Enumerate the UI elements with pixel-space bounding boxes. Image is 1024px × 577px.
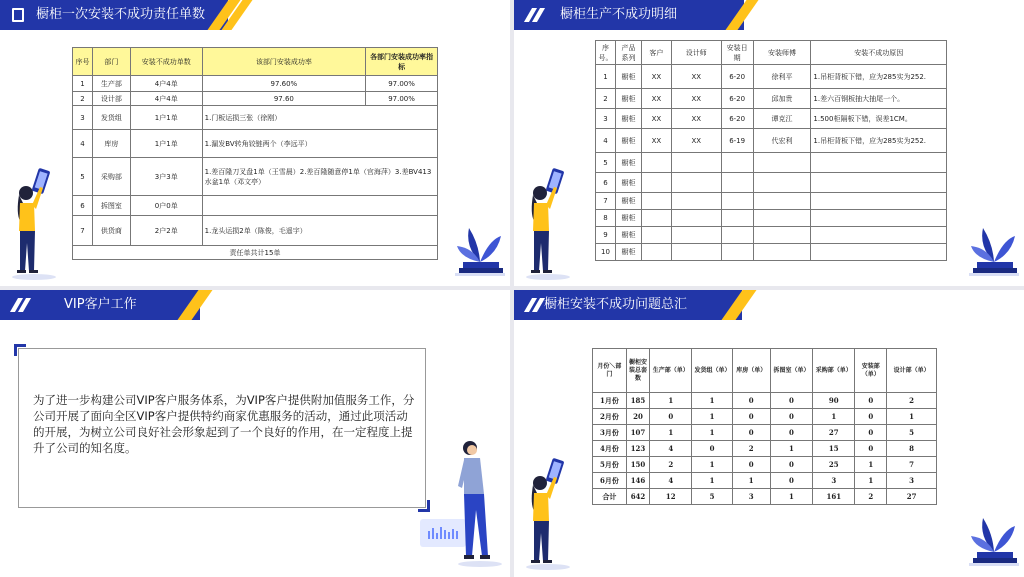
cell: 供货商 — [92, 216, 130, 246]
cell: 1.龙头运损2单（陈俊，毛遥宇） — [202, 216, 437, 246]
cell: 642 — [626, 489, 649, 505]
cell — [753, 227, 811, 244]
cell: 1 — [650, 393, 692, 409]
cell: 1月份 — [593, 393, 627, 409]
col-header: 拆图室（单） — [770, 349, 812, 393]
cell: 0户0单 — [130, 196, 202, 216]
cell: 3 — [596, 109, 616, 129]
slide-3[interactable] — [0, 290, 510, 577]
cell: 橱柜 — [615, 109, 641, 129]
cell: 15 — [813, 441, 855, 457]
col-header: 安装不成功原因 — [811, 41, 947, 65]
cell: 1 — [770, 489, 812, 505]
summary-table — [592, 348, 937, 505]
cell — [753, 244, 811, 261]
col-header: 该部门安装成功率 — [202, 48, 366, 76]
cell: 1 — [855, 457, 887, 473]
cell: 8 — [887, 441, 937, 457]
cell — [721, 153, 753, 173]
cell — [671, 173, 721, 193]
cell: 1 — [887, 409, 937, 425]
table-row — [593, 489, 937, 505]
cell: 0 — [732, 457, 770, 473]
table-row — [596, 173, 947, 193]
cell: 12 — [650, 489, 692, 505]
col-header: 客户 — [641, 41, 671, 65]
cell: 0 — [770, 393, 812, 409]
cell: 徐利平 — [753, 65, 811, 89]
slash-logo-icon — [526, 298, 546, 312]
slide-1-title: 橱柜一次安装不成功责任单数 — [36, 7, 206, 22]
cell: 2 — [732, 441, 770, 457]
cell: 5 — [692, 489, 732, 505]
cell: 橱柜 — [615, 173, 641, 193]
cell: 采购部 — [92, 158, 130, 196]
cell: 1户1单 — [130, 130, 202, 158]
cell — [721, 244, 753, 261]
col-header: 安装日期 — [721, 41, 753, 65]
cell: 0 — [855, 425, 887, 441]
cell — [753, 173, 811, 193]
slash-logo-icon — [526, 8, 546, 22]
cell: 0 — [855, 393, 887, 409]
cell — [671, 244, 721, 261]
responsibility-table — [72, 47, 438, 260]
cell: 150 — [626, 457, 649, 473]
slide-1-header — [0, 0, 228, 30]
cell: 1.门板运损三张（徐刚） — [202, 106, 437, 130]
col-header: 序号。 — [596, 41, 616, 65]
cell: 1.差六百钢板抽大抽尾一个。 — [811, 89, 947, 109]
cell: 0 — [770, 473, 812, 489]
cell: 0 — [732, 425, 770, 441]
cell: 橱柜 — [615, 89, 641, 109]
cell: 0 — [770, 425, 812, 441]
cell: 橱柜 — [615, 153, 641, 173]
cell: 橱柜 — [615, 210, 641, 227]
cell: 1 — [813, 409, 855, 425]
table-row — [73, 106, 438, 130]
cell: 4户4单 — [130, 92, 202, 106]
table-row — [593, 457, 937, 473]
table-row — [596, 65, 947, 89]
cell: 橱柜 — [615, 129, 641, 153]
cell: XX — [641, 129, 671, 153]
cell: 库房 — [92, 130, 130, 158]
col-header: 各部门安装成功率指标 — [366, 48, 438, 76]
cell: 4 — [650, 473, 692, 489]
cell: 4户4单 — [130, 76, 202, 92]
cell: 97.00% — [366, 76, 438, 92]
cell — [202, 196, 437, 216]
frame-corner — [14, 344, 26, 356]
cell: 5 — [887, 425, 937, 441]
table-row — [596, 109, 947, 129]
cell — [671, 227, 721, 244]
table-row — [596, 129, 947, 153]
col-header: 序号 — [73, 48, 93, 76]
table-row — [596, 227, 947, 244]
col-header: 橱柜安装总套数 — [626, 349, 649, 393]
cell: 橱柜 — [615, 227, 641, 244]
cell: 1 — [692, 425, 732, 441]
cell: 0 — [855, 441, 887, 457]
cell: 0 — [732, 393, 770, 409]
cell — [721, 210, 753, 227]
table-row — [596, 153, 947, 173]
cell: XX — [671, 109, 721, 129]
cell: 27 — [887, 489, 937, 505]
cell: 6 — [596, 173, 616, 193]
cell: 8 — [596, 210, 616, 227]
cell: 1.500柜隔板下错，误差1CM。 — [811, 109, 947, 129]
slide-1[interactable] — [0, 0, 510, 286]
cell: 1 — [770, 441, 812, 457]
cell: 合计 — [593, 489, 627, 505]
slide-3-title: VIP客户工作 — [64, 297, 137, 312]
cell: 6-19 — [721, 129, 753, 153]
slide-2-title: 橱柜生产不成功明细 — [560, 7, 678, 22]
cell: 发货组 — [92, 106, 130, 130]
cell: 橱柜 — [615, 244, 641, 261]
cell — [753, 193, 811, 210]
col-header: 安装师傅 — [753, 41, 811, 65]
cell: 3户3单 — [130, 158, 202, 196]
cell: 185 — [626, 393, 649, 409]
cell: 6-20 — [721, 109, 753, 129]
table-row — [593, 409, 937, 425]
cell: 6-20 — [721, 65, 753, 89]
cell: 146 — [626, 473, 649, 489]
cell: 1 — [650, 425, 692, 441]
table-row — [73, 158, 438, 196]
slide-4-header — [514, 290, 742, 320]
cell: 6月份 — [593, 473, 627, 489]
slide-3-header — [0, 290, 200, 320]
slide-2[interactable] — [514, 0, 1024, 286]
cell: 107 — [626, 425, 649, 441]
table-row — [73, 216, 438, 246]
cell: 97.60 — [202, 92, 366, 106]
cell: 5 — [596, 153, 616, 173]
cell: 4 — [596, 129, 616, 153]
cell: 代宏利 — [753, 129, 811, 153]
plant-decoration — [455, 222, 505, 280]
cell: 1 — [596, 65, 616, 89]
cell: 6-20 — [721, 89, 753, 109]
cell: 4 — [73, 130, 93, 158]
cell — [641, 173, 671, 193]
cell — [753, 210, 811, 227]
cell: 4月份 — [593, 441, 627, 457]
cell: XX — [641, 89, 671, 109]
cell — [811, 193, 947, 210]
cell: 1 — [73, 76, 93, 92]
cell: 2 — [596, 89, 616, 109]
cell: 1 — [692, 457, 732, 473]
cell: 1 — [692, 409, 732, 425]
cell: 3月份 — [593, 425, 627, 441]
cell — [641, 210, 671, 227]
cell — [721, 227, 753, 244]
cell: 7 — [887, 457, 937, 473]
cell: 7 — [596, 193, 616, 210]
cell: 3 — [732, 489, 770, 505]
cell — [671, 210, 721, 227]
cell: 1户1单 — [130, 106, 202, 130]
cell: 0 — [732, 409, 770, 425]
col-header: 采购部（单） — [813, 349, 855, 393]
cell — [811, 227, 947, 244]
cell: 生产部 — [92, 76, 130, 92]
cell: 1 — [855, 473, 887, 489]
table-row — [596, 244, 947, 261]
table-row — [73, 196, 438, 216]
cell: 2户2单 — [130, 216, 202, 246]
cell: 邱加贵 — [753, 89, 811, 109]
cell: 1.漏发BV转角铰链两个（李远平） — [202, 130, 437, 158]
woman-phone-illustration — [8, 165, 60, 283]
cell — [721, 173, 753, 193]
cell: 3 — [73, 106, 93, 130]
cell: 6 — [73, 196, 93, 216]
table-row — [596, 193, 947, 210]
cell: 1 — [692, 473, 732, 489]
cell: 5 — [73, 158, 93, 196]
table-footer-row — [73, 246, 438, 260]
cell: 1.差百隆刀叉盘1单（王雪晨）2.差百隆随意停1单（官海萍）3.差BV413水盆1单（邓文亭） — [202, 158, 437, 196]
cell: 1.吊柜背板下错，应为285实为252. — [811, 65, 947, 89]
table-row — [73, 92, 438, 106]
table-footer: 责任单共计15单 — [73, 246, 438, 260]
frame-corner — [418, 500, 430, 512]
cell: 3 — [813, 473, 855, 489]
col-header: 产品系列 — [615, 41, 641, 65]
cell: 97.60% — [202, 76, 366, 92]
cell: 27 — [813, 425, 855, 441]
table-row — [596, 210, 947, 227]
cell — [811, 173, 947, 193]
cell: 97.00% — [366, 92, 438, 106]
cell: 3 — [887, 473, 937, 489]
cell — [641, 244, 671, 261]
col-header: 设计师 — [671, 41, 721, 65]
col-header: 生产部（单） — [650, 349, 692, 393]
table-row — [596, 89, 947, 109]
production-failure-table — [595, 40, 947, 261]
cell: 2 — [650, 457, 692, 473]
cell: 0 — [770, 409, 812, 425]
woman-phone-illustration — [522, 165, 574, 283]
doc-icon — [12, 8, 24, 22]
cell — [641, 153, 671, 173]
table-row — [593, 393, 937, 409]
cell: 161 — [813, 489, 855, 505]
man-standing-illustration — [452, 438, 504, 570]
vip-description: 为了进一步构建公司VIP客户服务体系，为VIP客户提供附加值服务工作，分公司开展了面向全区VIP客户提供特约商家优惠服务的活动，通过此项活动的开展，为树立公司良好社会形象起到了一个良好的作用，在一定程度上提升了公司的知名度。 — [33, 393, 415, 455]
col-header: 月份＼部门 — [593, 349, 627, 393]
cell: 7 — [73, 216, 93, 246]
cell: XX — [671, 129, 721, 153]
cell — [811, 244, 947, 261]
cell: 0 — [770, 457, 812, 473]
cell — [671, 153, 721, 173]
cell — [641, 193, 671, 210]
cell: 0 — [692, 441, 732, 457]
cell: 1.吊柜背板下错，应为285实为252. — [811, 129, 947, 153]
col-header: 发货组（单） — [692, 349, 732, 393]
cell: 9 — [596, 227, 616, 244]
cell — [641, 227, 671, 244]
cell — [811, 153, 947, 173]
table-row — [593, 425, 937, 441]
slash-logo-icon — [12, 298, 32, 312]
cell: 20 — [626, 409, 649, 425]
col-header: 安装不成功单数 — [130, 48, 202, 76]
col-header: 部门 — [92, 48, 130, 76]
cell: 2 — [887, 393, 937, 409]
cell: 2月份 — [593, 409, 627, 425]
cell: 橱柜 — [615, 65, 641, 89]
cell: 0 — [855, 409, 887, 425]
cell: 10 — [596, 244, 616, 261]
cell: 123 — [626, 441, 649, 457]
cell: 0 — [650, 409, 692, 425]
cell: 2 — [855, 489, 887, 505]
cell: XX — [671, 89, 721, 109]
cell: XX — [671, 65, 721, 89]
cell: 设计部 — [92, 92, 130, 106]
cell: XX — [641, 109, 671, 129]
cell: 拆图室 — [92, 196, 130, 216]
col-header: 库房（单） — [732, 349, 770, 393]
plant-decoration — [969, 222, 1019, 280]
cell: 2 — [73, 92, 93, 106]
cell: XX — [641, 65, 671, 89]
table-row — [73, 130, 438, 158]
cell: 25 — [813, 457, 855, 473]
col-header: 安装部（单） — [855, 349, 887, 393]
cell — [721, 193, 753, 210]
woman-phone-illustration — [522, 455, 574, 573]
cell: 谭克江 — [753, 109, 811, 129]
slide-4-title: 橱柜安装不成功问题总汇 — [544, 297, 688, 312]
table-row — [593, 441, 937, 457]
slide-4[interactable] — [514, 290, 1024, 577]
cell — [811, 210, 947, 227]
table-row — [73, 76, 438, 92]
cell: 5月份 — [593, 457, 627, 473]
slide-2-header — [514, 0, 744, 30]
cell: 90 — [813, 393, 855, 409]
col-header: 设计部（单） — [887, 349, 937, 393]
cell — [671, 193, 721, 210]
cell: 橱柜 — [615, 193, 641, 210]
cell — [753, 153, 811, 173]
cell: 1 — [692, 393, 732, 409]
plant-decoration — [969, 512, 1019, 570]
cell: 4 — [650, 441, 692, 457]
cell: 1 — [732, 473, 770, 489]
table-row — [593, 473, 937, 489]
